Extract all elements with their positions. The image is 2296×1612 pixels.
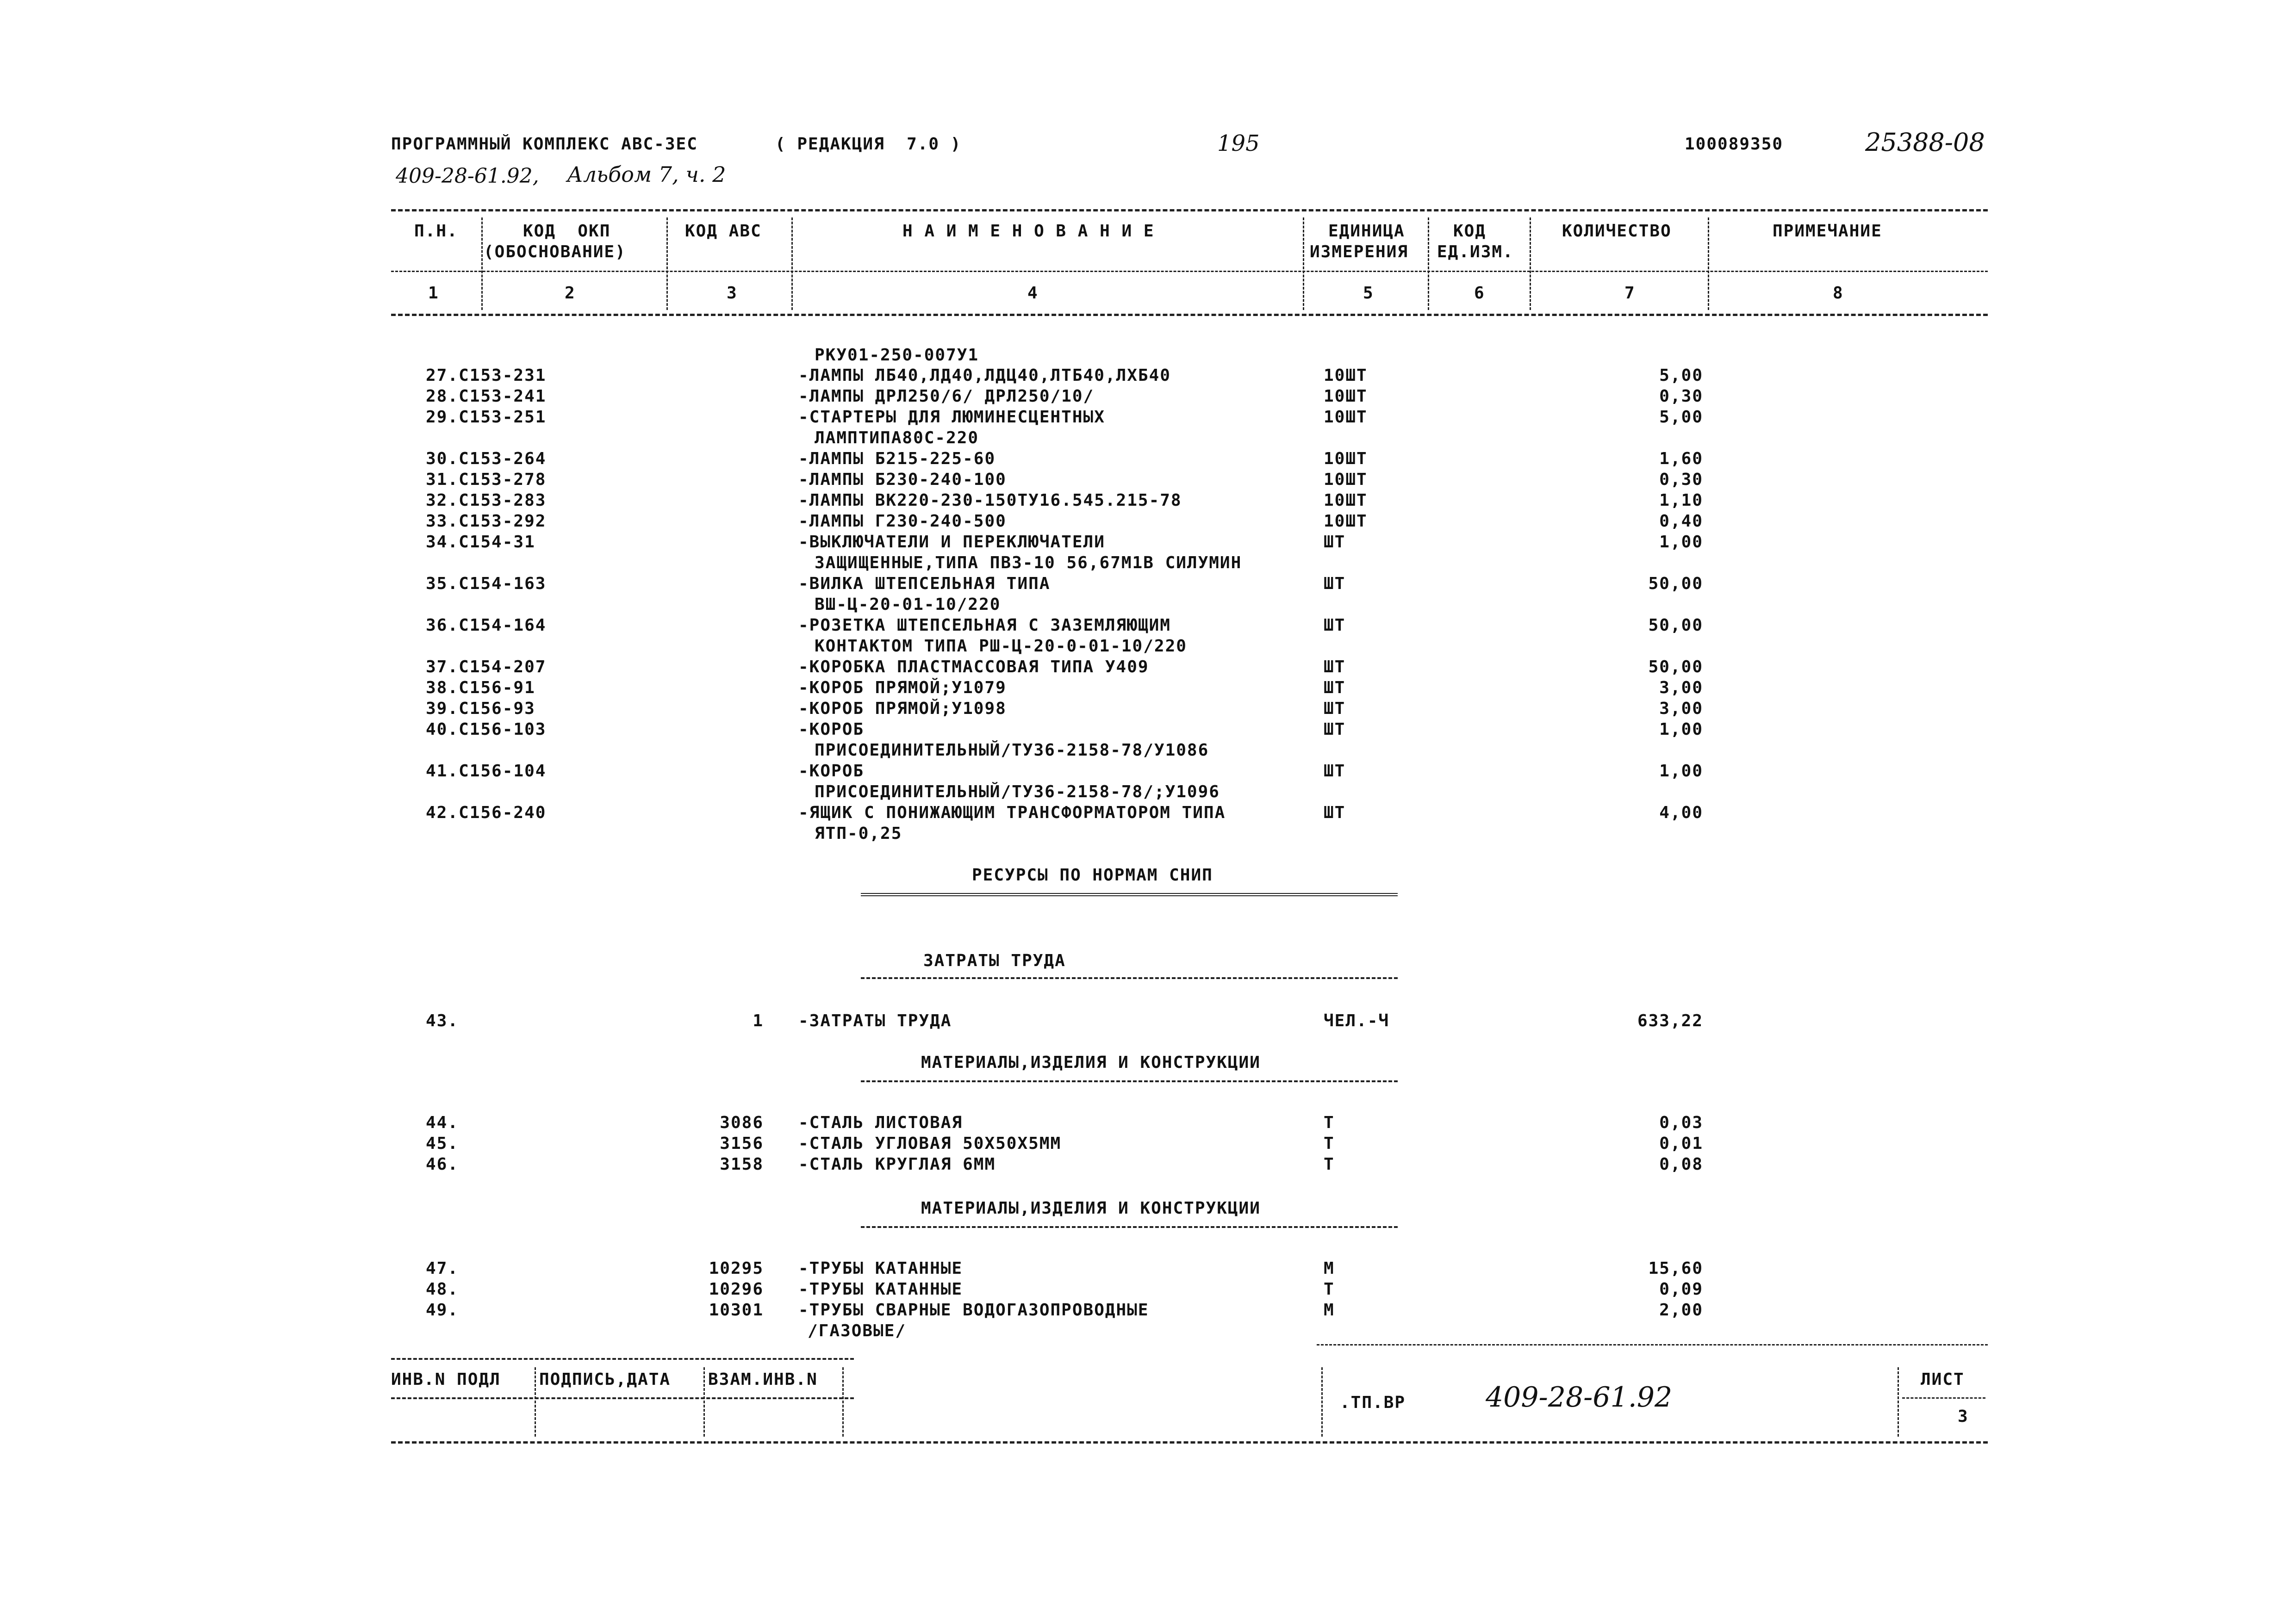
col-header-qty: КОЛИЧЕСТВО — [1562, 222, 1672, 241]
row-name: -КОРОБ ПРЯМОЙ;У1079 — [798, 678, 1007, 697]
section-resources-underline — [861, 893, 1398, 896]
table-header-rule — [391, 271, 1988, 272]
row-qty: 3,00 — [1659, 678, 1703, 697]
row-unit: 10ШТ — [1324, 470, 1368, 489]
footer-tp-number: 409-28-61.92 — [1486, 1381, 1673, 1414]
col-number-2: 2 — [565, 284, 576, 303]
row-unit: М — [1324, 1259, 1335, 1278]
row-number: 41.С156-104 — [426, 762, 547, 781]
row-number: 30.С153-264 — [426, 449, 547, 468]
col-header-unitcode: КОД — [1453, 222, 1487, 241]
row-name: -РОЗЕТКА ШТЕПСЕЛЬНАЯ С ЗАЗЕМЛЯЮЩИМ — [798, 616, 1171, 635]
row-name: -СТАЛЬ ЛИСТОВАЯ — [798, 1113, 963, 1132]
row-unit: ЧЕЛ.-Ч — [1324, 1011, 1390, 1030]
col-header-unit-2: ИЗМЕРЕНИЯ — [1310, 242, 1409, 261]
row-number: 32.С153-283 — [426, 491, 547, 510]
row-qty: 5,00 — [1659, 408, 1703, 427]
row-number: 48. — [426, 1280, 459, 1299]
row-number: 49. — [426, 1301, 459, 1320]
row-name: -ЛАМПЫ Б230-240-100 — [798, 470, 1007, 489]
col-sep — [1530, 217, 1531, 310]
footer-right-top-rule — [1317, 1344, 1988, 1345]
section-materials-2-title: МАТЕРИАЛЫ,ИЗДЕЛИЯ И КОНСТРУКЦИИ — [921, 1199, 1261, 1218]
row-number: 47. — [426, 1259, 459, 1278]
row-unit: ШТ — [1324, 616, 1346, 635]
row-name-cont: ЗАЩИЩЕННЫЕ,ТИПА ПВЗ-10 56,67М1В СИЛУМИН — [815, 553, 1242, 572]
row-unit: Т — [1324, 1134, 1335, 1153]
row-qty: 1,00 — [1659, 533, 1703, 552]
col-header-name: Н А И М Е Н О В А Н И Е — [902, 222, 1155, 241]
page-number: 195 — [1217, 130, 1260, 156]
row-unit: ШТ — [1324, 699, 1346, 718]
section-labor-title: ЗАТРАТЫ ТРУДА — [923, 951, 1066, 970]
row-name: -СТАЛЬ УГЛОВАЯ 50Х50Х5ММ — [798, 1134, 1062, 1153]
row-abc: 10295 — [709, 1259, 764, 1278]
row-name: -ТРУБЫ КАТАННЫЕ — [798, 1280, 963, 1299]
row-unit: Т — [1324, 1280, 1335, 1299]
row-name: -ВИЛКА ШТЕПСЕЛЬНАЯ ТИПА — [798, 574, 1051, 593]
program-title: ПРОГРАММНЫЙ КОМПЛЕКС АВС-3ЕС — [391, 135, 698, 154]
row-number: 35.С154-163 — [426, 574, 547, 593]
row-unit: 10ШТ — [1324, 366, 1368, 385]
row-number: 33.С153-292 — [426, 512, 547, 531]
row-qty: 50,00 — [1648, 616, 1703, 635]
row-name-cont: ЯТП-0,25 — [815, 824, 902, 843]
row-qty: 0,30 — [1659, 470, 1703, 489]
section-resources-title: РЕСУРСЫ ПО НОРМАМ СНИП — [972, 866, 1213, 885]
row-unit: Т — [1324, 1155, 1335, 1174]
row-name-cont: КОНТАКТОМ ТИПА РШ-Ц-20-0-01-10/220 — [815, 637, 1187, 656]
row-name: -СТАРТЕРЫ ДЛЯ ЛЮМИНЕСЦЕНТНЫХ — [798, 408, 1105, 427]
footer-sheet-rule — [1902, 1397, 1985, 1399]
col-sep — [1303, 217, 1304, 310]
col-header-note: ПРИМЕЧАНИЕ — [1773, 222, 1882, 241]
row-qty: 0,30 — [1659, 387, 1703, 406]
table-top-rule — [391, 209, 1988, 211]
col-sep — [481, 217, 483, 310]
footer-sep — [535, 1367, 536, 1437]
footer-left-mid-rule — [391, 1397, 854, 1399]
row-name-cont: ЛАМПТИПА80С-220 — [815, 428, 979, 447]
row-unit: 10ШТ — [1324, 408, 1368, 427]
row-qty: 1,60 — [1659, 449, 1703, 468]
row-qty: 15,60 — [1648, 1259, 1703, 1278]
section-materials-1-title: МАТЕРИАЛЫ,ИЗДЕЛИЯ И КОНСТРУКЦИИ — [921, 1053, 1261, 1072]
row-qty: 0,09 — [1659, 1280, 1703, 1299]
footer-left-top-rule — [391, 1358, 854, 1360]
row-name: -ЛАМПЫ ВК220-230-150ТУ16.545.215-78 — [798, 491, 1182, 510]
row-number: 40.С156-103 — [426, 720, 547, 739]
table-number-rule — [391, 314, 1988, 316]
row-unit: ШТ — [1324, 803, 1346, 822]
row-unit: ШТ — [1324, 657, 1346, 676]
row-number: 27.С153-231 — [426, 366, 547, 385]
footer-sign-label: ПОДПИСЬ,ДАТА — [539, 1370, 671, 1389]
col-number-4: 4 — [1027, 284, 1039, 303]
row-name-cont: ПРИСОЕДИНИТЕЛЬНЫЙ/ТУ36-2158-78/У1086 — [815, 741, 1209, 760]
row-number: 46. — [426, 1155, 459, 1174]
handwritten-album-code: 409-28-61.92, — [396, 164, 539, 188]
row-qty: 4,00 — [1659, 803, 1703, 822]
col-header-okp: КОД ОКП — [523, 222, 611, 241]
row-abc: 3158 — [720, 1155, 764, 1174]
row-number: 36.С154-164 — [426, 616, 547, 635]
row-unit: 10ШТ — [1324, 387, 1368, 406]
row-number: 42.С156-240 — [426, 803, 547, 822]
row-unit: ШТ — [1324, 678, 1346, 697]
col-number-7: 7 — [1624, 284, 1636, 303]
col-header-abc: КОД АВС — [685, 222, 762, 241]
footer-sep — [842, 1367, 844, 1437]
row-name: -КОРОБ — [798, 762, 865, 781]
row-number: 44. — [426, 1113, 459, 1132]
footer-sep — [703, 1367, 705, 1437]
row-number: 39.С156-93 — [426, 699, 535, 718]
row-name-cont: ВШ-Ц-20-01-10/220 — [815, 595, 1001, 614]
col-header-pn: П.Н. — [414, 222, 458, 241]
col-sep — [791, 217, 793, 310]
row-name: -ЛАМПЫ Г230-240-500 — [798, 512, 1007, 531]
edition-label: ( РЕДАКЦИЯ 7.0 ) — [775, 135, 962, 154]
row-abc: 10296 — [709, 1280, 764, 1299]
row-qty: 1,00 — [1659, 720, 1703, 739]
row-unit: ШТ — [1324, 720, 1346, 739]
section-materials-1-underline — [861, 1080, 1398, 1082]
section-materials-2-underline — [861, 1226, 1398, 1228]
row-qty: 633,22 — [1637, 1011, 1703, 1030]
document-code: 100089350 — [1685, 135, 1784, 154]
row-unit: ШТ — [1324, 574, 1346, 593]
row-unit: Т — [1324, 1113, 1335, 1132]
col-number-8: 8 — [1833, 284, 1844, 303]
col-sep — [1708, 217, 1709, 310]
row-number: 34.С154-31 — [426, 533, 535, 552]
row-qty: 50,00 — [1648, 657, 1703, 676]
row-qty: 5,00 — [1659, 366, 1703, 385]
row-name: -СТАЛЬ КРУГЛАЯ 6ММ — [798, 1155, 996, 1174]
row-qty: 50,00 — [1648, 574, 1703, 593]
row-qty: 0,01 — [1659, 1134, 1703, 1153]
footer-sep — [1321, 1367, 1323, 1437]
row-number: 28.С153-241 — [426, 387, 547, 406]
pre-line-text: РКУ01-250-007У1 — [815, 346, 979, 365]
row-name-cont: /ГАЗОВЫЕ/ — [808, 1321, 907, 1340]
row-abc: 3086 — [720, 1113, 764, 1132]
row-number: 29.С153-251 — [426, 408, 547, 427]
col-number-3: 3 — [727, 284, 738, 303]
row-qty: 1,10 — [1659, 491, 1703, 510]
row-unit: 10ШТ — [1324, 512, 1368, 531]
row-name: -ЗАТРАТЫ ТРУДА — [798, 1011, 952, 1030]
row-unit: 10ШТ — [1324, 449, 1368, 468]
row-name: -ЛАМПЫ ДРЛ250/6/ ДРЛ250/10/ — [798, 387, 1095, 406]
row-number: 45. — [426, 1134, 459, 1153]
section-labor-underline — [861, 977, 1398, 979]
handwritten-code: 25388-08 — [1865, 128, 1985, 157]
footer-bottom-rule — [391, 1441, 1988, 1444]
row-name: -ЛАМПЫ Б215-225-60 — [798, 449, 996, 468]
row-qty: 2,00 — [1659, 1301, 1703, 1320]
row-unit: ШТ — [1324, 762, 1346, 781]
col-sep — [1428, 217, 1429, 310]
row-abc: 10301 — [709, 1301, 764, 1320]
row-name: -ТРУБЫ КАТАННЫЕ — [798, 1259, 963, 1278]
row-number: 31.С153-278 — [426, 470, 547, 489]
footer-tp-label: .ТП.ВР — [1340, 1393, 1406, 1412]
footer-sheet-label: ЛИСТ — [1921, 1370, 1965, 1389]
row-unit: М — [1324, 1301, 1335, 1320]
row-name: -КОРОБ ПРЯМОЙ;У1098 — [798, 699, 1007, 718]
row-name-cont: ПРИСОЕДИНИТЕЛЬНЫЙ/ТУ36-2158-78/;У1096 — [815, 782, 1220, 801]
col-number-6: 6 — [1474, 284, 1485, 303]
row-unit: ШТ — [1324, 533, 1346, 552]
row-abc: 3156 — [720, 1134, 764, 1153]
row-name: -КОРОБ — [798, 720, 865, 739]
row-name: -ЯЩИК С ПОНИЖАЮЩИМ ТРАНСФОРМАТОРОМ ТИПА — [798, 803, 1226, 822]
footer-sep — [1898, 1367, 1899, 1437]
col-number-1: 1 — [428, 284, 439, 303]
footer-vzam-label: ВЗАМ.ИНВ.N — [708, 1370, 818, 1389]
col-header-unit: ЕДИНИЦА — [1328, 222, 1405, 241]
row-number: 38.С156-91 — [426, 678, 535, 697]
row-name: -ВЫКЛЮЧАТЕЛИ И ПЕРЕКЛЮЧАТЕЛИ — [798, 533, 1105, 552]
row-name: -ЛАМПЫ ЛБ40,ЛД40,ЛДЦ40,ЛТБ40,ЛХБ40 — [798, 366, 1171, 385]
row-abc: 1 — [753, 1011, 764, 1030]
row-name: -ТРУБЫ СВАРНЫЕ ВОДОГАЗОПРОВОДНЫЕ — [798, 1301, 1149, 1320]
col-number-5: 5 — [1363, 284, 1374, 303]
row-qty: 0,40 — [1659, 512, 1703, 531]
album-label: Альбом 7, ч. 2 — [567, 162, 726, 187]
col-header-unitcode-2: ЕД.ИЗМ. — [1437, 242, 1514, 261]
footer-inv-label: ИНВ.N ПОДЛ — [391, 1370, 501, 1389]
col-header-okp-basis: (ОБОСНОВАНИЕ) — [484, 242, 626, 261]
row-number: 43. — [426, 1011, 459, 1030]
row-name: -КОРОБКА ПЛАСТМАССОВАЯ ТИПА У409 — [798, 657, 1149, 676]
row-qty: 0,03 — [1659, 1113, 1703, 1132]
col-sep — [666, 217, 668, 310]
row-number: 37.С154-207 — [426, 657, 547, 676]
row-unit: 10ШТ — [1324, 491, 1368, 510]
footer-sheet-number: 3 — [1958, 1407, 1969, 1426]
row-qty: 1,00 — [1659, 762, 1703, 781]
row-qty: 0,08 — [1659, 1155, 1703, 1174]
row-qty: 3,00 — [1659, 699, 1703, 718]
